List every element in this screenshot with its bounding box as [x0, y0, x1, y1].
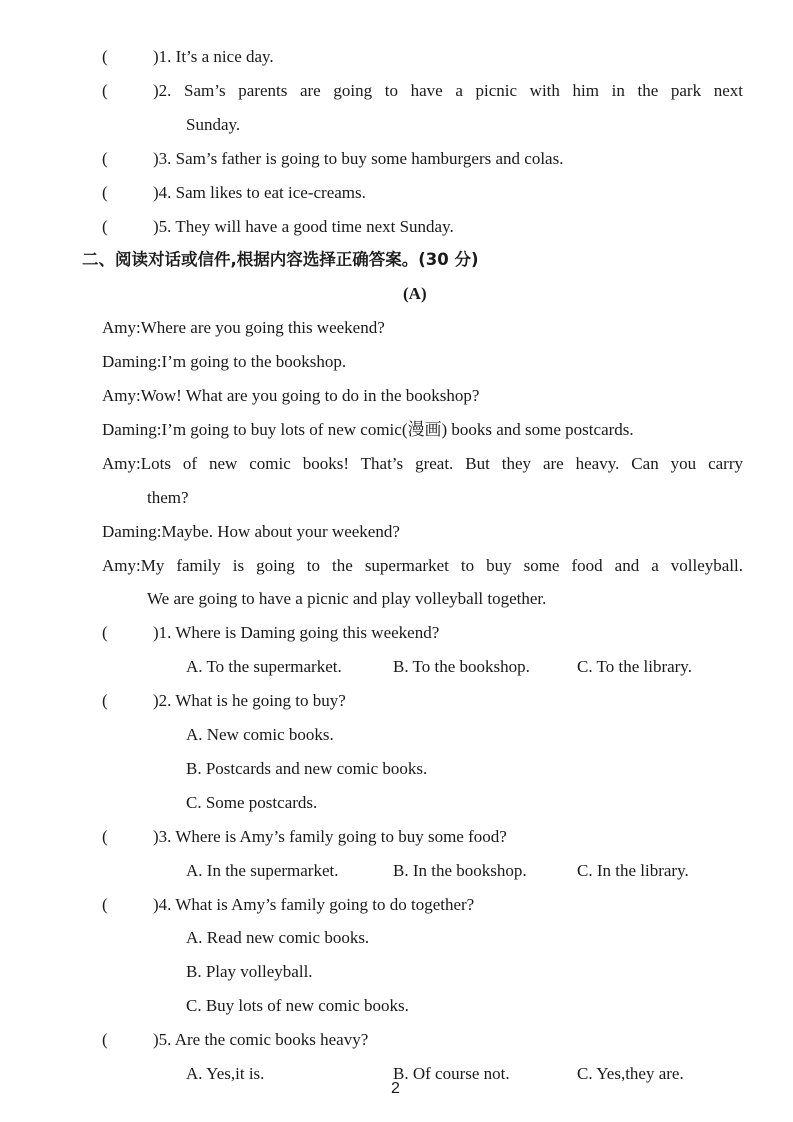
- answer-bracket: (: [102, 826, 108, 846]
- option: B. Play volleyball.: [186, 962, 313, 982]
- statement-item: )2. Sam’s parents are going to have a picnic with him in the park next: [153, 80, 743, 100]
- statement-continuation: Sunday.: [186, 114, 241, 134]
- answer-bracket: (: [102, 691, 108, 711]
- answer-bracket: (: [102, 182, 108, 202]
- answer-bracket: (: [102, 623, 108, 643]
- option: A. Yes,it is.: [186, 1064, 265, 1083]
- option: A. New comic books.: [186, 725, 334, 744]
- dialogue-line: Amy:Where are you going this weekend?: [102, 318, 385, 338]
- page-number: 2: [391, 1080, 400, 1097]
- dialogue-line: them?: [147, 487, 189, 507]
- statement-item: )3. Sam’s father is going to buy some hamburgers and colas.: [153, 148, 564, 168]
- option: B. Of course not.: [393, 1064, 510, 1083]
- question-text: )5. Are the comic books heavy?: [153, 1030, 369, 1050]
- option: A. Read new comic books.: [186, 928, 370, 948]
- answer-bracket: (: [102, 80, 108, 100]
- passage-label: (A): [403, 284, 427, 304]
- dialogue-line: Amy:My family is going to the supermarket to buy some food and a volleyball.: [102, 555, 743, 575]
- question-text: )1. Where is Daming going this weekend?: [153, 623, 440, 643]
- option: B. In the bookshop.: [393, 860, 527, 880]
- statement-item: )1. It’s a nice day.: [153, 47, 274, 66]
- question-text: )2. What is he going to buy?: [153, 691, 346, 711]
- section-heading: 二、阅读对话或信件,根据内容选择正确答案。(30 分): [82, 250, 479, 270]
- option: C. Buy lots of new comic books.: [186, 996, 409, 1016]
- dialogue-line: Amy:Wow! What are you going to do in the bookshop?: [102, 386, 480, 405]
- dialogue-line: Daming:I’m going to buy lots of new comic(漫画) books and some postcards.: [102, 419, 634, 439]
- dialogue-line: Amy:Lots of new comic books! That’s great. But they are heavy. Can you carry: [102, 453, 743, 473]
- option: B. To the bookshop.: [393, 657, 530, 677]
- option: C. To the library.: [577, 657, 692, 677]
- dialogue-line: Daming:Maybe. How about your weekend?: [102, 521, 400, 541]
- answer-bracket: (: [102, 894, 108, 914]
- answer-bracket: (: [102, 1030, 108, 1050]
- option: B. Postcards and new comic books.: [186, 758, 428, 778]
- option: C. Yes,they are.: [577, 1064, 684, 1083]
- answer-bracket: (: [102, 47, 108, 66]
- dialogue-line: Daming:I’m going to the bookshop.: [102, 352, 347, 372]
- option: A. To the supermarket.: [186, 657, 342, 677]
- answer-bracket: (: [102, 148, 108, 168]
- dialogue-line: We are going to have a picnic and play volleyball together.: [147, 589, 547, 609]
- question-text: )3. Where is Amy’s family going to buy some food?: [153, 826, 507, 846]
- question-text: )4. What is Amy’s family going to do together?: [153, 894, 475, 914]
- statement-item: )5. They will have a good time next Sunday.: [153, 216, 454, 236]
- statement-item: )4. Sam likes to eat ice-creams.: [153, 182, 366, 202]
- option: A. In the supermarket.: [186, 860, 339, 880]
- answer-bracket: (: [102, 216, 108, 236]
- option: C. In the library.: [577, 860, 689, 880]
- option: C. Some postcards.: [186, 792, 318, 812]
